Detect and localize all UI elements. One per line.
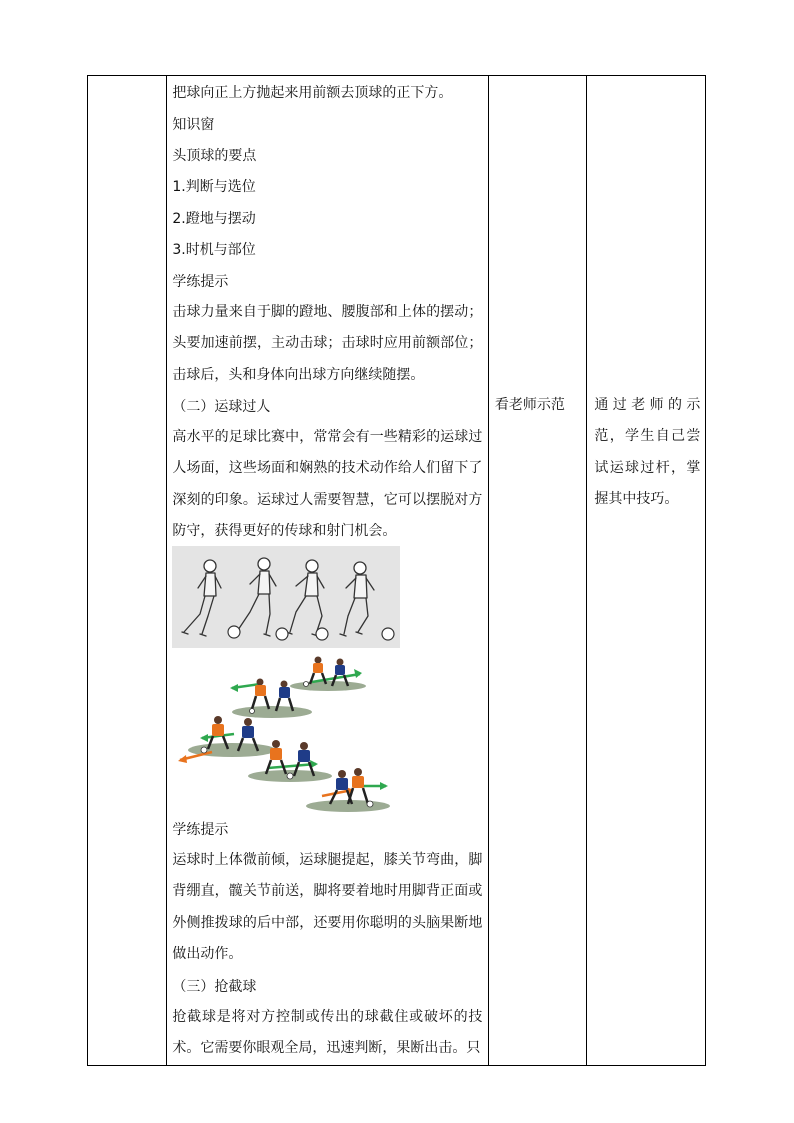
text-line: 学练提示	[172, 274, 229, 290]
section-paragraph: 抢截球是将对方控制或传出的球截住或破坏的技术。它需要你眼观全局，迅速判断，果断出击。只	[172, 1009, 483, 1057]
section-title: （二）运球过人	[172, 399, 271, 415]
dribbling-players-image	[172, 654, 404, 814]
text-line: 1.判断与选位	[172, 179, 256, 195]
design-intent-text: 通过老师的示范，学生自己尝试运球过杆，掌握其中技巧。	[594, 397, 701, 508]
student-activity-cell	[488, 76, 586, 1066]
section-title: （三）抢截球	[172, 979, 257, 995]
tips-heading: 学练提示	[172, 822, 229, 838]
text-line: 2.蹬地与摆动	[172, 211, 256, 227]
student-activity-text: 看老师示范	[494, 397, 565, 413]
text-line: 头顶球的要点	[172, 148, 257, 164]
tip-paragraph: 运球时上体微前倾，运球腿提起，膝关节弯曲，脚背绷直，髋关节前送，脚将要着地时用脚背正面或外侧推拨球的后中部，还要用你聪明的头脑果断地做出动作。	[172, 852, 483, 963]
section-paragraph: 高水平的足球比赛中，常常会有一些精彩的运球过人场面，这些场面和娴熟的技术动作给人们留下了深刻的印象。运球过人需要智慧，它可以摆脱对方防守，获得更好的传球和射门机会。	[172, 429, 483, 540]
text-line: 把球向正上方抛起来用前额去顶球的正下方。	[172, 85, 453, 101]
tip-paragraph: 击球力量来自于脚的蹬地、腰腹部和上体的摆动；头要加速前摆，主动击球；击球时应用前额部位；击球后，头和身体向出球方向继续随摆。	[172, 304, 483, 383]
text-line: 知识窗	[172, 117, 215, 133]
content-cell	[167, 76, 489, 1066]
text-line: 3.时机与部位	[172, 242, 256, 258]
empty-cell	[88, 76, 167, 1066]
design-intent-cell	[587, 76, 706, 1066]
dribbling-sketch-image	[172, 546, 400, 648]
lesson-table	[87, 75, 706, 1066]
